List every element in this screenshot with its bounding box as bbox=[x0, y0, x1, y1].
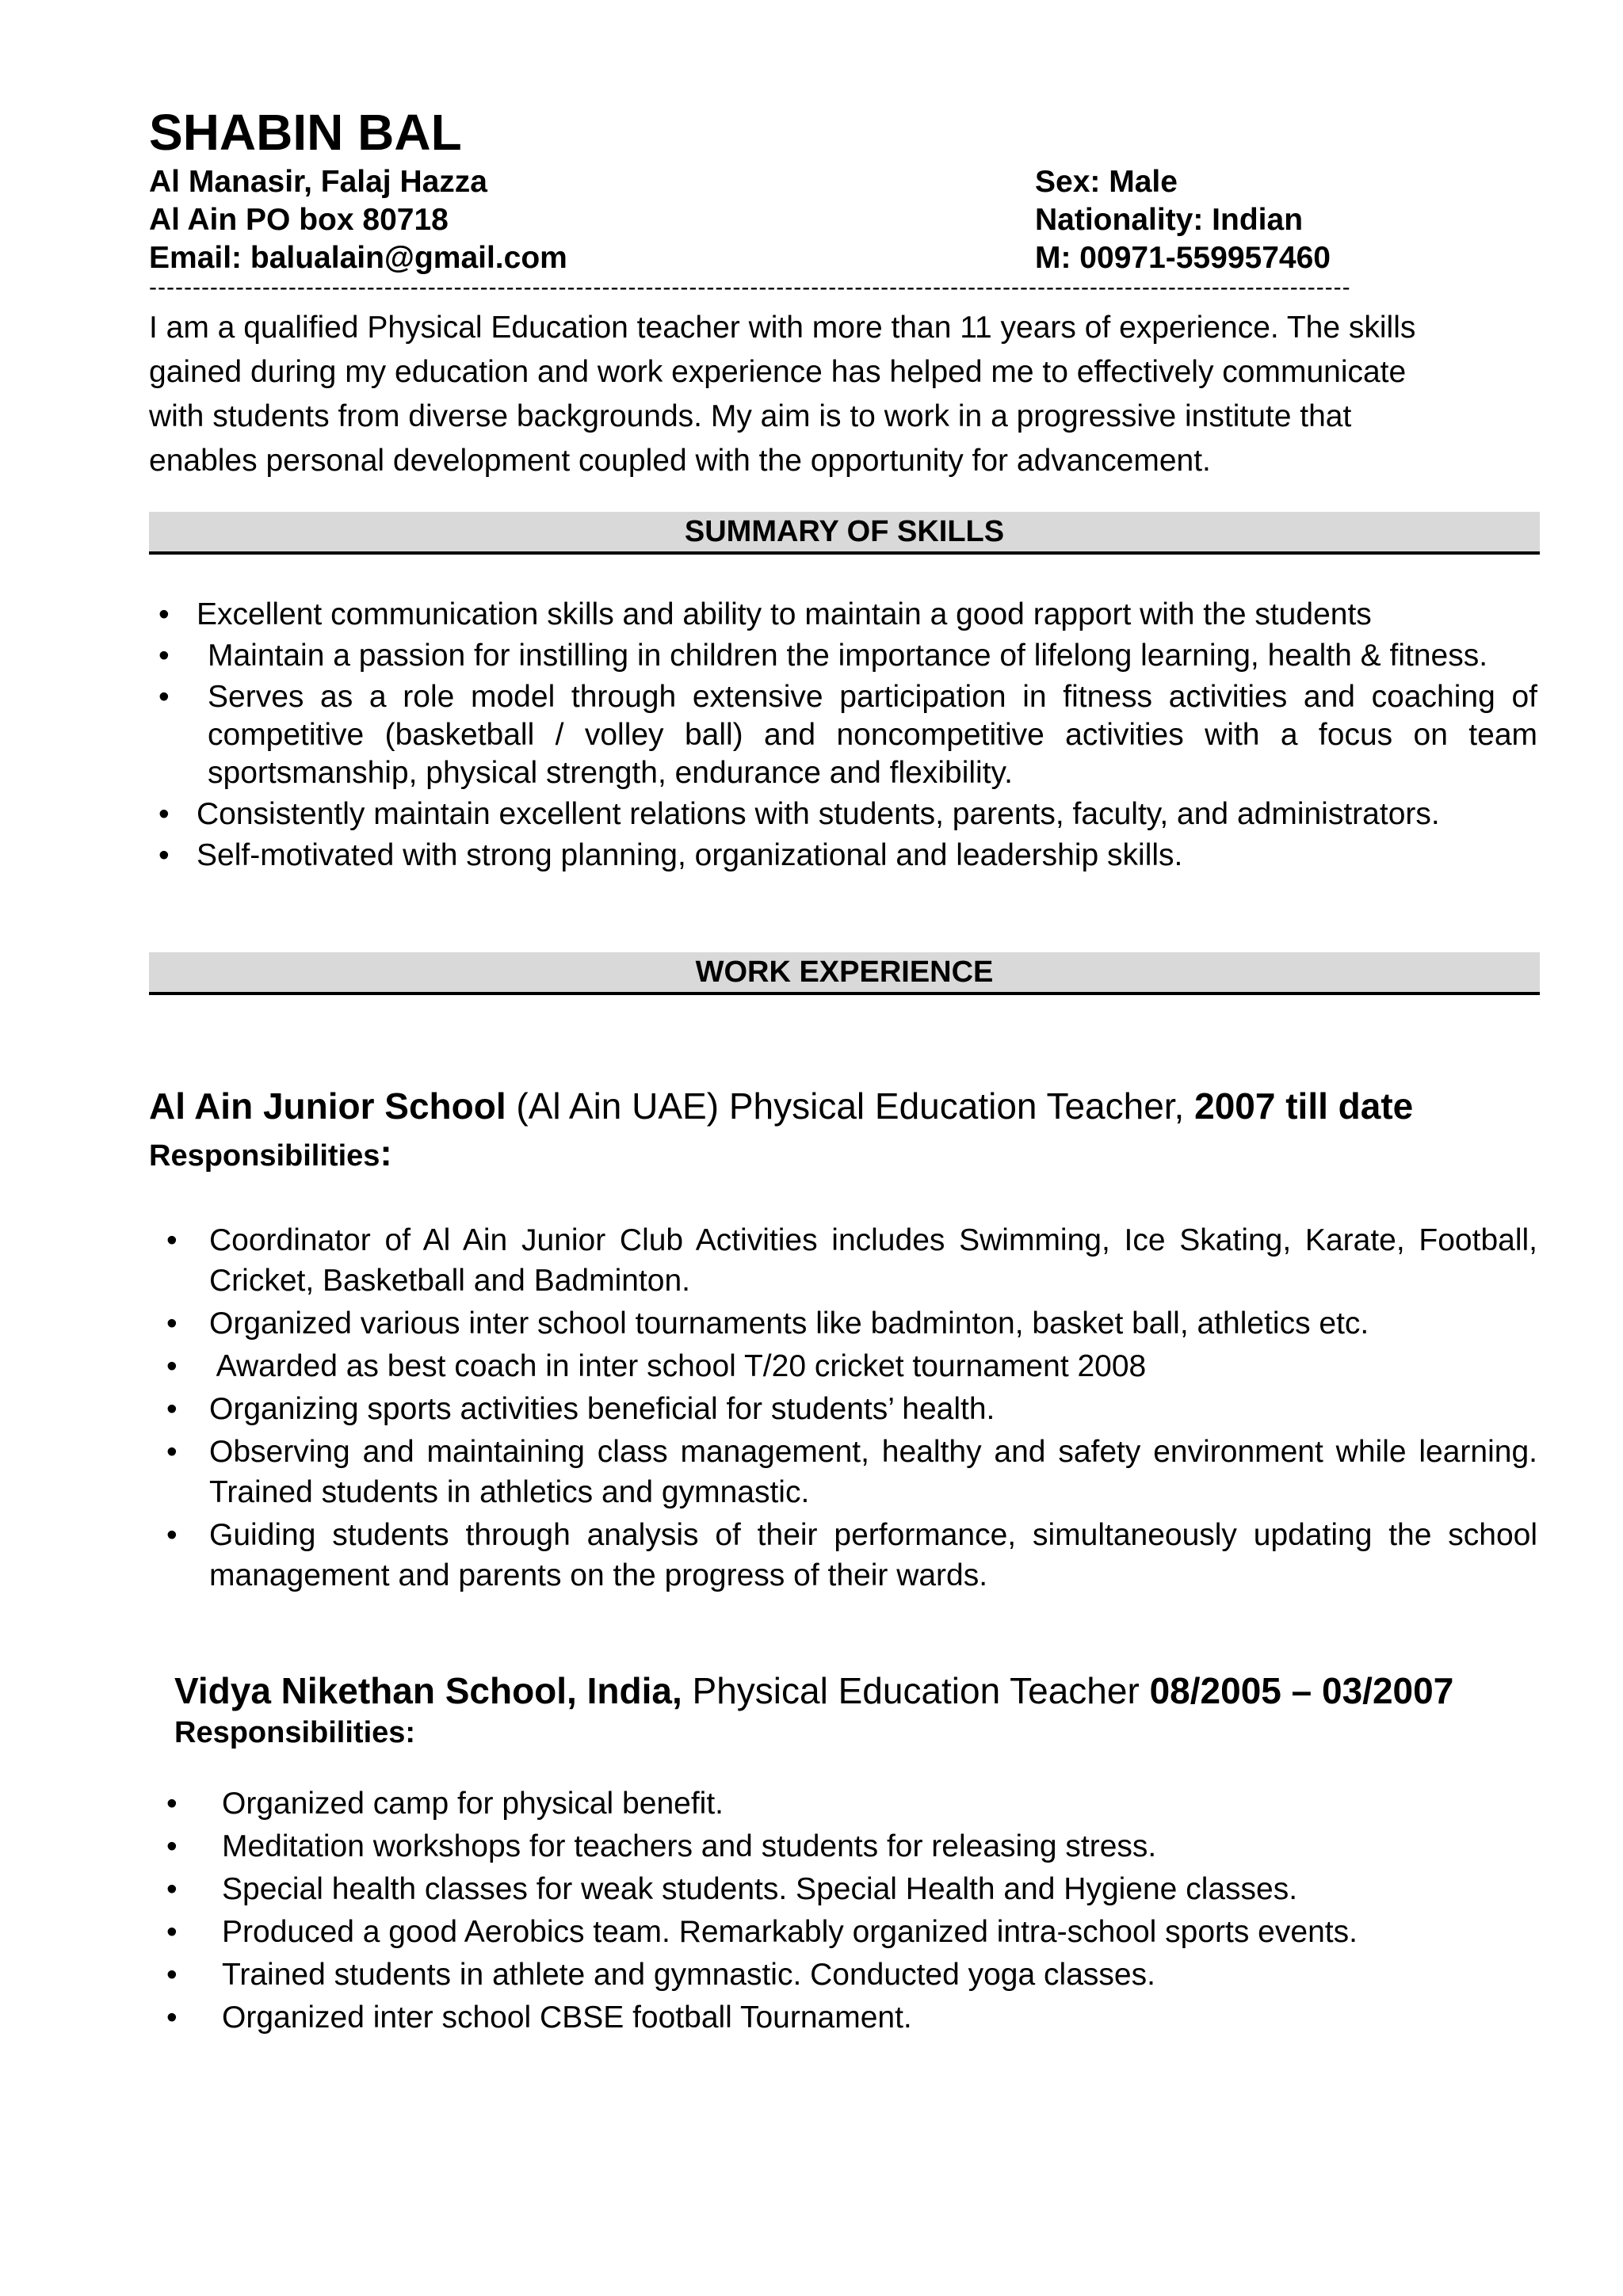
list-item bbox=[166, 1432, 1537, 1512]
list-item bbox=[158, 596, 1537, 634]
bullet-icon: • bbox=[158, 797, 170, 831]
skills-list bbox=[158, 596, 1537, 878]
skill-text: Excellent communication skills and ability to maintain a good rapport with the students bbox=[197, 597, 1372, 631]
responsibility-text: Awarded as best coach in inter school T/20 cricket tournament 2008 bbox=[209, 1349, 1147, 1383]
list-item bbox=[158, 678, 1537, 792]
responsibilities-label: Responsibilities: bbox=[174, 1716, 416, 1749]
objective-line: I am a qualified Physical Education teacher with more than 11 years of experience. The skills bbox=[149, 311, 1416, 345]
skills-heading: SUMMARY OF SKILLS bbox=[149, 512, 1540, 555]
list-item bbox=[166, 1346, 1537, 1386]
list-item bbox=[158, 837, 1537, 875]
job-period: 2007 till date bbox=[1194, 1085, 1414, 1127]
skill-text: Consistently maintain excellent relations with students, parents, faculty, and administrators. bbox=[197, 797, 1440, 831]
bullet-icon: • bbox=[166, 1915, 178, 1949]
responsibility-text: Coordinator of Al Ain Junior Club Activities includes Swimming, Ice Skating, Karate, Football, Cricket, Basketball and Badminton. bbox=[209, 1223, 1537, 1298]
skill-text: Serves as a role model through extensive participation in fitness activities and coaching of competitive (basketball / volley ball) and noncompetitive activities with a focus on team sportsmanship, physical strength, endurance and flexibility. bbox=[208, 680, 1537, 790]
responsibility-text: Trained students in athlete and gymnastic. Conducted yoga classes. bbox=[222, 1958, 1155, 1992]
responsibility-text: Organizing sports activities beneficial for students’ health. bbox=[209, 1392, 995, 1426]
skill-text: Self-motivated with strong planning, organizational and leadership skills. bbox=[197, 838, 1183, 872]
list-item bbox=[166, 1868, 1403, 1911]
address-line-2: Al Ain PO box 80718 bbox=[149, 203, 449, 237]
list-item bbox=[166, 1389, 1537, 1429]
responsibility-text: Meditation workshops for teachers and students for releasing stress. bbox=[222, 1829, 1157, 1863]
job-title-line bbox=[149, 1084, 1413, 1128]
bullet-icon: • bbox=[158, 838, 170, 872]
applicant-name: SHABIN BAL bbox=[149, 104, 462, 161]
list-item bbox=[166, 1911, 1403, 1954]
list-item bbox=[166, 1783, 1403, 1825]
bullet-icon: • bbox=[166, 1306, 178, 1341]
responsibility-text: Organized inter school CBSE football Tournament. bbox=[222, 2000, 912, 2035]
bullet-icon: • bbox=[166, 1518, 178, 1552]
bullet-icon: • bbox=[158, 639, 170, 673]
responsibility-text: Special health classes for weak students. Special Health and Hygiene classes. bbox=[222, 1872, 1298, 1906]
sex: Sex: Male bbox=[1035, 165, 1178, 199]
objective-line: with students from diverse backgrounds. My aim is to work in a progressive institute that bbox=[149, 399, 1352, 433]
job-period: 08/2005 – 03/2007 bbox=[1149, 1670, 1454, 1711]
bullet-icon: • bbox=[166, 1872, 178, 1906]
job-responsibilities-list bbox=[166, 1783, 1403, 2039]
nationality: Nationality: Indian bbox=[1035, 203, 1304, 237]
objective-paragraph bbox=[149, 306, 1541, 483]
bullet-icon: • bbox=[166, 1829, 178, 1863]
responsibility-text: Guiding students through analysis of their performance, simultaneously updating the school management and parents on the progress of their wards. bbox=[209, 1518, 1537, 1592]
mobile-number: M: 00971-559957460 bbox=[1035, 241, 1331, 275]
list-item bbox=[166, 1997, 1403, 2039]
bullet-icon: • bbox=[166, 2000, 178, 2035]
list-item bbox=[166, 1515, 1537, 1596]
school-name: Al Ain Junior School bbox=[149, 1085, 506, 1127]
responsibility-text: Organized various inter school tournaments like badminton, basket ball, athletics etc. bbox=[209, 1306, 1369, 1341]
responsibilities-label: Responsibilities: bbox=[149, 1132, 392, 1173]
list-item bbox=[166, 1954, 1403, 1997]
email: Email: balualain@gmail.com bbox=[149, 241, 567, 275]
work-experience-heading: WORK EXPERIENCE bbox=[149, 952, 1540, 995]
bullet-icon: • bbox=[166, 1787, 178, 1821]
job-role: (Al Ain UAE) Physical Education Teacher, bbox=[506, 1085, 1195, 1127]
list-item bbox=[166, 1303, 1537, 1344]
job-responsibilities-list bbox=[166, 1220, 1537, 1598]
school-name: Vidya Nikethan School, India, bbox=[174, 1670, 682, 1711]
list-item bbox=[158, 795, 1537, 833]
list-item bbox=[166, 1825, 1403, 1868]
bullet-icon: • bbox=[166, 1349, 178, 1383]
list-item bbox=[158, 637, 1537, 675]
header-divider: ------------------------------------------------------------------------------------------------------------------------------------------ bbox=[149, 276, 1351, 299]
bullet-icon: • bbox=[166, 1958, 178, 1992]
list-item bbox=[166, 1220, 1537, 1301]
bullet-icon: • bbox=[158, 597, 170, 631]
objective-line: enables personal development coupled with the opportunity for advancement. bbox=[149, 444, 1211, 478]
job-role: Physical Education Teacher bbox=[682, 1670, 1150, 1711]
bullet-icon: • bbox=[166, 1392, 178, 1426]
address-line-1: Al Manasir, Falaj Hazza bbox=[149, 165, 488, 199]
skill-text: Maintain a passion for instilling in children the importance of lifelong learning, health & fitness. bbox=[208, 639, 1488, 673]
responsibility-text: Observing and maintaining class management, healthy and safety environment while learning. Trained students in athletics and gymnastic. bbox=[209, 1435, 1537, 1509]
responsibility-text: Organized camp for physical benefit. bbox=[222, 1787, 724, 1821]
bullet-icon: • bbox=[158, 680, 170, 714]
job-title-line bbox=[174, 1669, 1453, 1713]
responsibility-text: Produced a good Aerobics team. Remarkably organized intra-school sports events. bbox=[222, 1915, 1358, 1949]
bullet-icon: • bbox=[166, 1223, 178, 1257]
objective-line: gained during my education and work experience has helped me to effectively communicate bbox=[149, 355, 1407, 389]
bullet-icon: • bbox=[166, 1435, 178, 1469]
